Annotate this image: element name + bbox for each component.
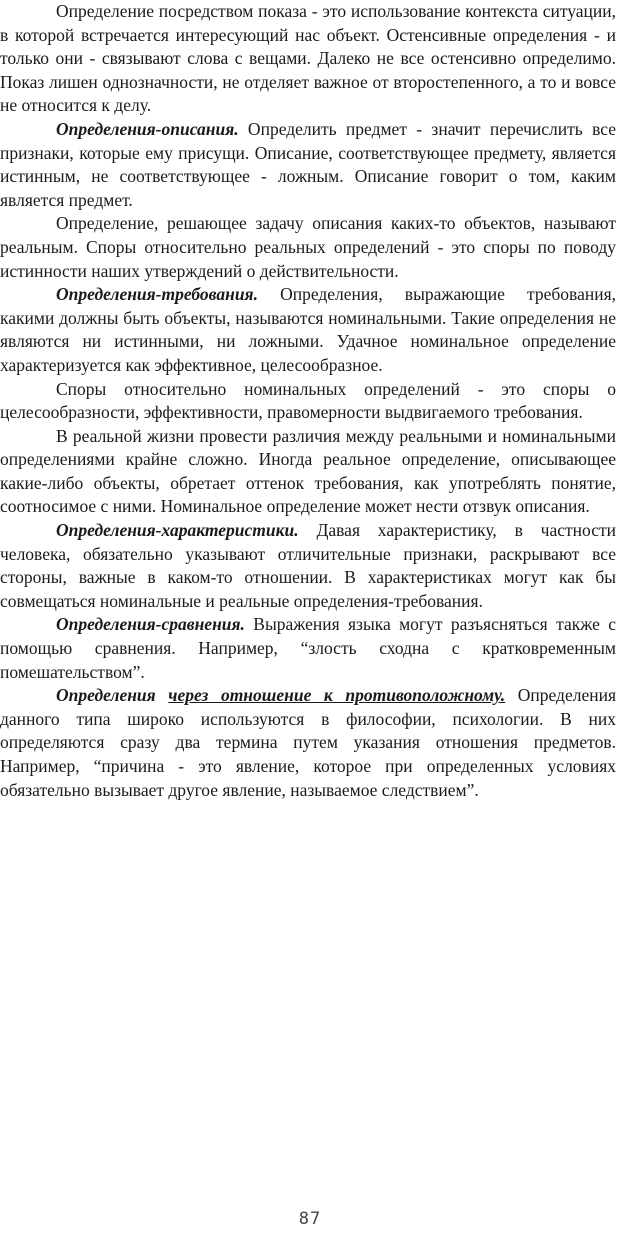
- paragraph-text: Выражения языка могут разъясняться также с помощью сравнения. Например, “злость сходна с кратковременным помешательством”.: [0, 614, 616, 682]
- paragraph-text: Споры относительно номинальных определений - это споры о целесообразности, эффективности, правомерности выдвигаемого требования.: [0, 378, 616, 423]
- term-heading: Определения-требования.: [56, 284, 258, 305]
- paragraph-ostensive-definition: [0, 0, 616, 118]
- paragraph-definitions-descriptions: [0, 118, 616, 212]
- paragraph-text: Определение, решающее задачу описания каких-то объектов, называют реальным. Споры относительно реальных определений - это споры по поводу истинности наших утверждений о действительности.: [0, 213, 616, 281]
- paragraph-definitions-characteristics: [0, 519, 616, 613]
- paragraph-definitions-requirements: [0, 283, 616, 377]
- page-number: 87: [298, 1209, 322, 1229]
- term-heading: Определения-описания.: [56, 118, 239, 139]
- paragraph-text: Определения данного типа широко используются в философии, психологии. В них определяются сразу два термина путем указания отношения предметов. Например, “причина - это явление, которое при определенных условиях обязательно вызывает другое явление, называемое следствием”.: [0, 685, 616, 800]
- term-heading: Определения-характеристики.: [56, 520, 299, 541]
- paragraph-text: Определения, выражающие требования, какими должны быть объекты, называются номинальными. Такие определения не являются ни истинными, ни ложными. Удачное номинальное определение характеризуется как эффективное, целесообразное.: [0, 284, 616, 375]
- paragraph-text: В реальной жизни провести различия между реальными и номинальными определениями крайне сложно. Иногда реальное определение, описывающее какие-либо объекты, обретает оттенок требования, как употреблять понятие, соотносимое с ними. Номинальное определение может нести отзвук описания.: [0, 425, 616, 517]
- term-heading: Определения: [56, 685, 169, 706]
- paragraph-text: Определение посредством показа - это использование контекста ситуации, в которой встречается интересующий нас объект. Остенсивные определения - и только они - связывают слова с вещами. Далеко не все остенсивно определимо. Показ лишен однозначности, не отделяет важное от второстепенного, а то и вовсе не относится к делу.: [0, 1, 616, 116]
- term-heading-underlined: через отношение к противоположному.: [168, 685, 506, 706]
- paragraph-text: Давая характеристику, в частности человека, обязательно указывают отличительные признаки, раскрывают все стороны, важные в каком-то отношении. В характеристиках могут как бы совмещаться номинальные и реальные определения-требования.: [0, 520, 616, 611]
- paragraph-definitions-opposites: [0, 684, 616, 802]
- paragraph-definitions-comparisons: [0, 613, 616, 684]
- paragraph-real-definition: [0, 212, 616, 283]
- term-heading: Определения-сравнения.: [56, 614, 245, 635]
- paragraph-real-vs-nominal: [0, 425, 616, 519]
- paragraph-text: Определить предмет - значит перечислить все признаки, которые ему присущи. Описание, соответствующее предмету, является истинным, не соответствующее - ложным. Описание говорит о том, каким является предмет.: [0, 118, 616, 210]
- paragraph-nominal-disputes: [0, 378, 616, 425]
